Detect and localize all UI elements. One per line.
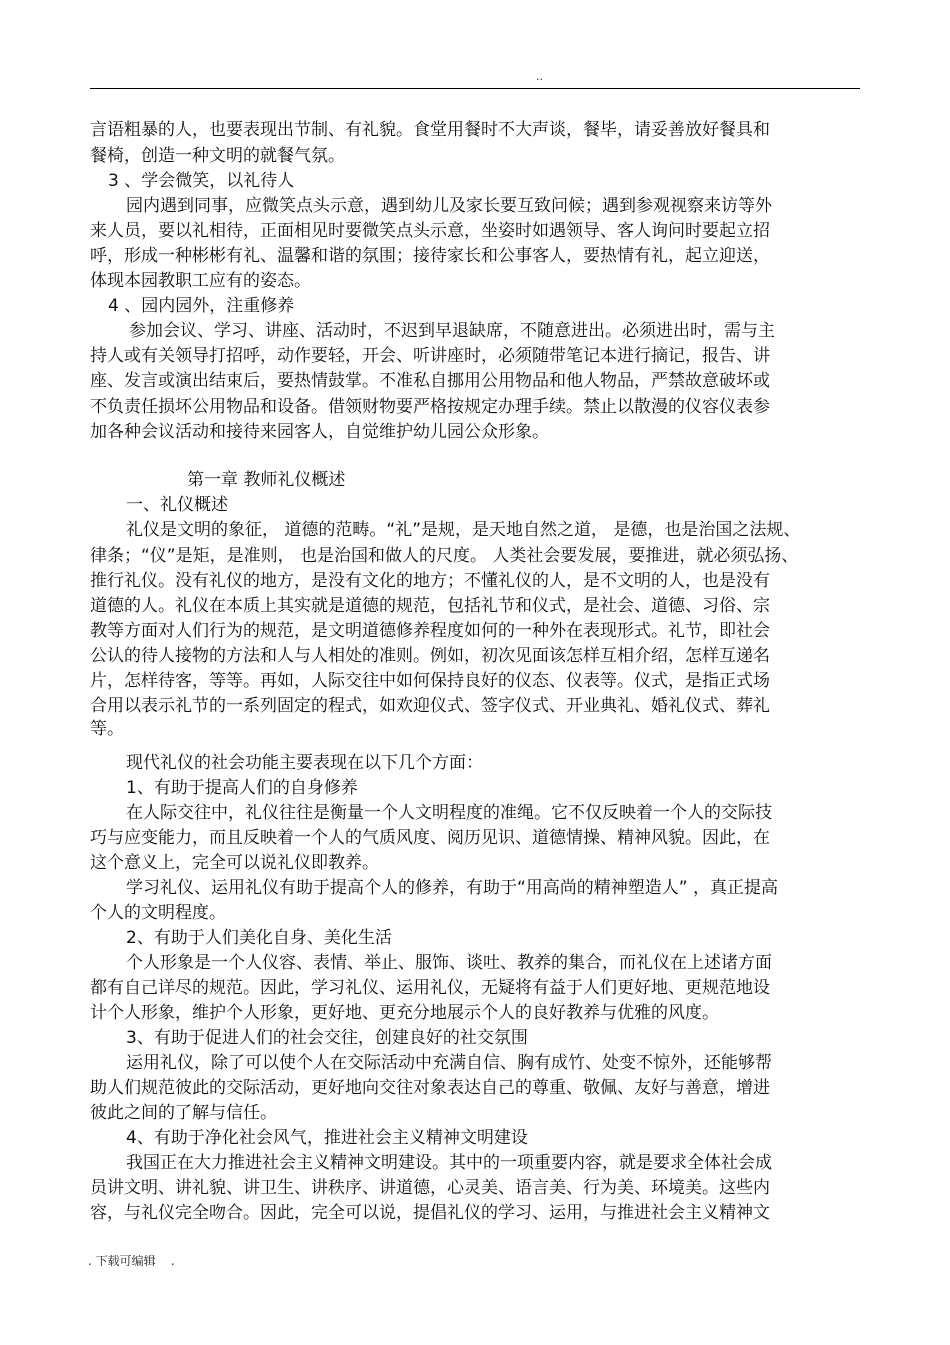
text-line: 都有自己详尽的规范。因此，学习礼仪、运用礼仪，无疑将有益于人们更好地、更规范地设 <box>90 978 770 998</box>
section-heading: 3 、学会微笑，以礼待人 <box>108 171 295 191</box>
text-line: 运用礼仪，除了可以使个人在交际活动中充满自信、胸有成竹、处变不惊外，还能够帮 <box>126 1053 772 1073</box>
section-heading: 4 、园内园外，注重修养 <box>108 296 295 316</box>
text-line: 巧与应变能力，而且反映着一个人的气质风度、阅历见识、道德情操、精神风貌。因此，在 <box>90 828 770 848</box>
text-line: 呼，形成一种彬彬有礼、温馨和谐的氛围；接待家长和公事客人，要热情有礼，起立迎送， <box>90 246 770 266</box>
text-line: 我国正在大力推进社会主义精神文明建设。其中的一项重要内容，就是要求全体社会成 <box>126 1153 772 1173</box>
text-line: 餐椅，创造一种文明的就餐气氛。 <box>90 146 345 166</box>
text-line: 片，怎样待客，等等。再如，人际交往中如何保持良好的仪态、仪表等。仪式，是指正式场 <box>90 671 770 691</box>
text-line: 公认的待人接物的方法和人与人相处的准则。例如，初次见面该怎样互相介绍，怎样互递名 <box>90 646 770 666</box>
text-line: 容，与礼仪完全吻合。因此，完全可以说，提倡礼仪的学习、运用，与推进社会主义精神文 <box>90 1203 770 1223</box>
text-line: 等。 <box>90 719 124 739</box>
page-footer: . 下载可编辑 . <box>88 1254 175 1268</box>
text-line: 律条；“仪”是矩，是准则， 也是治国和做人的尺度。 人类社会要发展，要推进，就必须弘扬、 <box>90 546 799 566</box>
text-line: 现代礼仪的社会功能主要表现在以下几个方面： <box>126 753 483 773</box>
text-line: 持人或有关领导打招呼，动作要轻，开会、听讲座时，必须随带笔记本进行摘记，报告、讲 <box>90 346 770 366</box>
text-line: 礼仪是文明的象征， 道德的范畴。“礼”是规，是天地自然之道， 是德，也是治国之法规、 <box>126 520 801 540</box>
text-line: 在人际交往中，礼仪往往是衡量一个人文明程度的准绳。它不仅反映着一个人的交际技 <box>126 803 772 823</box>
text-line: 道德的人。礼仪在本质上其实就是道德的规范，包括礼节和仪式，是社会、道德、习俗、宗 <box>90 596 770 616</box>
text-line: 这个意义上，完全可以说礼仪即教养。 <box>90 853 379 873</box>
text-line: 计个人形象，维护个人形象，更好地、更充分地展示个人的良好教养与优雅的风度。 <box>90 1003 719 1023</box>
text-line: 不负责任损坏公用物品和设备。借领财物要严格按规定办理手续。禁止以散漫的仪容仪表参 <box>90 397 770 417</box>
text-line: 言语粗暴的人，也要表现出节制、有礼貌。食堂用餐时不大声谈，餐毕，请妥善放好餐具和 <box>90 120 770 140</box>
text-line: 园内遇到同事，应微笑点头示意，遇到幼儿及家长要互致问候；遇到参观视察来访等外 <box>126 196 772 216</box>
section-heading: 一、礼仪概述 <box>126 495 228 515</box>
text-line: 参加会议、学习、讲座、活动时，不迟到早退缺席，不随意进出。必须进出时，需与主 <box>129 321 775 341</box>
text-line: 来人员，要以礼相待，正面相见时要微笑点头示意，坐姿时如遇领导、客人询问时要起立招 <box>90 221 770 241</box>
text-line: 员讲文明、讲礼貌、讲卫生、讲秩序、讲道德，心灵美、语言美、行为美、环境美。这些内 <box>90 1178 770 1198</box>
section-heading: 4、有助于净化社会风气，推进社会主义精神文明建设 <box>126 1128 528 1148</box>
header-marker: .. <box>536 70 543 83</box>
text-line: 推行礼仪。没有礼仪的地方，是没有文化的地方；不懂礼仪的人，是不文明的人，也是没有 <box>90 571 770 591</box>
text-line: 彼此之间的了解与信任。 <box>90 1103 277 1123</box>
text-line: 座、发言或演出结束后，要热情鼓掌。不准私自挪用公用物品和他人物品，严禁故意破坏或 <box>90 371 770 391</box>
text-line: 个人的文明程度。 <box>90 903 226 923</box>
text-line: 个人形象是一个人仪容、表情、举止、服饰、谈吐、教养的集合，而礼仪在上述诸方面 <box>126 953 772 973</box>
header-rule <box>90 88 860 89</box>
text-line: 合用以表示礼节的一系列固定的程式，如欢迎仪式、签字仪式、开业典礼、婚礼仪式、葬礼 <box>90 696 770 716</box>
text-line: 助人们规范彼此的交际活动，更好地向交往对象表达自己的尊重、敬佩、友好与善意，增进 <box>90 1078 770 1098</box>
section-heading: 3、有助于促进人们的社会交往，创建良好的社交氛围 <box>126 1028 528 1048</box>
section-heading: 1、有助于提高人们的自身修养 <box>126 778 358 798</box>
text-line: 体现本园教职工应有的姿态。 <box>90 271 311 291</box>
text-line: 加各种会议活动和接待来园客人，自觉维护幼儿园公众形象。 <box>90 422 549 442</box>
text-line: 教等方面对人们行为的规范，是文明道德修养程度如何的一种外在表现形式。礼节，即社会 <box>90 621 770 641</box>
section-heading: 2、有助于人们美化自身、美化生活 <box>126 928 392 948</box>
chapter-title: 第一章 教师礼仪概述 <box>187 470 346 490</box>
text-line: 学习礼仪、运用礼仪有助于提高个人的修养，有助于“用高尚的精神塑造人” ，真正提高 <box>126 878 779 898</box>
